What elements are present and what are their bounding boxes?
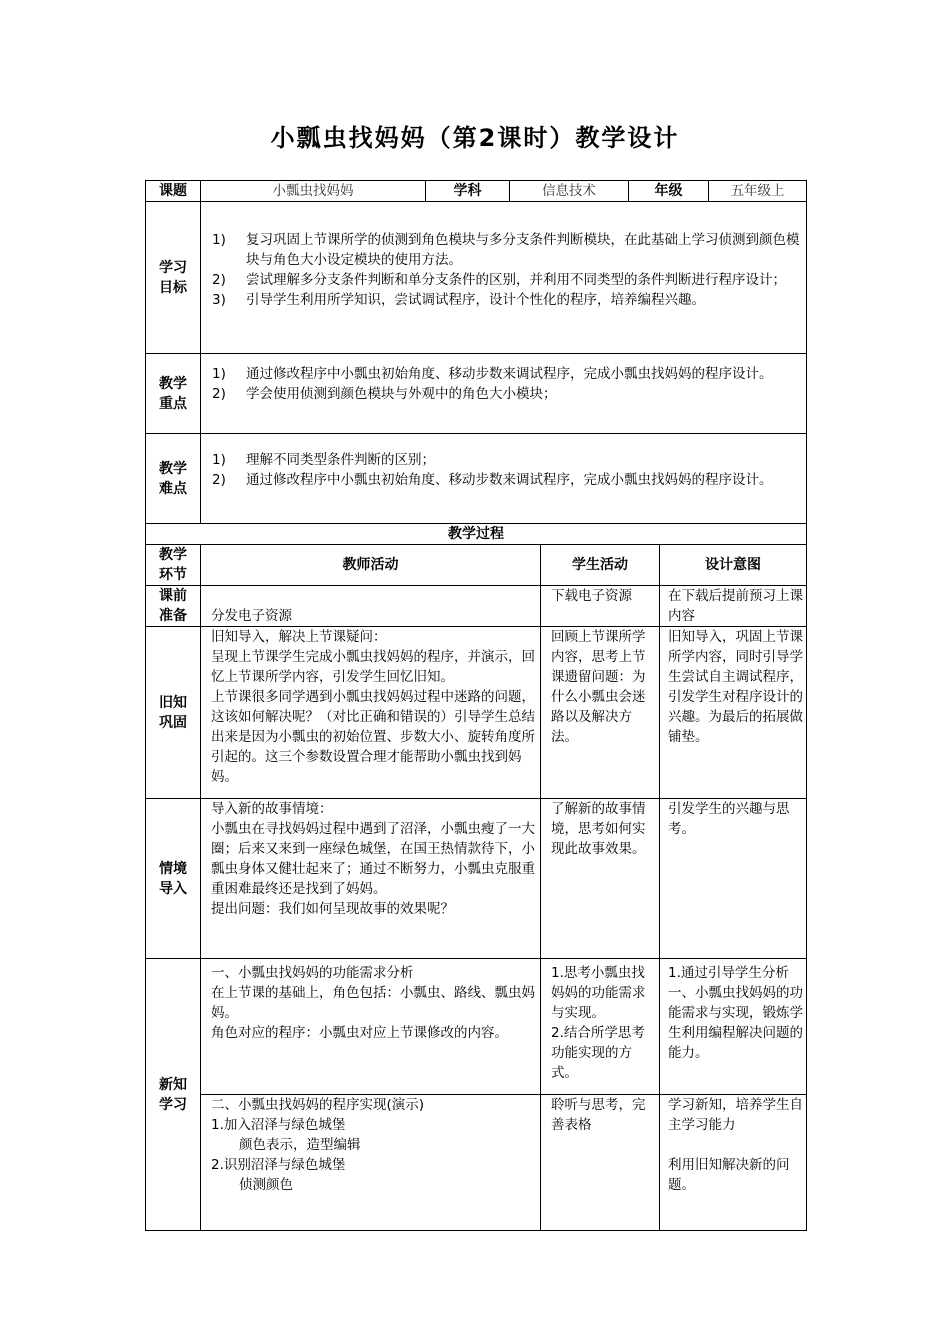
situation-student: 了解新的故事情境，思考如何实现此故事效果。 [541, 799, 660, 959]
newlearn-part2-intent-line-2: 利用旧知解决新的问题。 [668, 1157, 790, 1193]
goals-list [204, 230, 803, 310]
keypoint-item-text: 通过修改程序中小瓢虫初始角度、移动步数来调试程序，完成小瓢虫找妈妈的程序设计。 [246, 366, 773, 382]
review-teacher-line-2: 呈现上节课学生完成小瓢虫找妈妈的程序，并演示，回忆上节课所学内容，引发学生回忆旧知。 [211, 649, 535, 685]
situation-teacher-line-3: 提出问题：我们如何呈现故事的效果呢？ [211, 901, 454, 917]
grade-value: 五年级上 [709, 181, 807, 202]
intent-column-header: 设计意图 [660, 545, 807, 586]
process-column-header-row [146, 545, 807, 586]
newlearn-part2-teacher-line-3: 颜色表示，造型编辑 [239, 1137, 361, 1153]
keypoint-item-number: 1) [212, 366, 226, 382]
newlearn-part2-intent-line-1: 学习新知，培养学生自主学习能力 [668, 1097, 803, 1133]
subject-label: 学科 [426, 181, 510, 202]
goal-item-number: 1) [212, 232, 226, 248]
newlearn-part2-teacher [201, 1095, 541, 1231]
newlearn-part2-teacher-line-1: 二、小瓢虫找妈妈的程序实现(演示) [211, 1097, 425, 1113]
goals-content [201, 202, 807, 354]
difficulties-row [146, 434, 807, 524]
review-teacher-line-1: 旧知导入，解决上节课疑问： [211, 629, 387, 645]
goal-item-1 [204, 230, 803, 270]
process-heading: 教学过程 [146, 524, 807, 545]
situation-teacher [201, 799, 541, 959]
review-teacher [201, 627, 541, 799]
review-intent: 旧知导入，巩固上节课所学内容，同时引导学生尝试自主调试程序，引发学生对程序设计的兴趣。为最后的拓展做铺垫。 [660, 627, 807, 799]
goals-label: 学习目标 [146, 202, 201, 354]
newlearn-stage: 新知学习 [146, 959, 201, 1231]
difficulties-list [204, 450, 803, 490]
newlearn-part2-teacher-line-4: 2.识别沼泽与绿色城堡 [211, 1157, 346, 1173]
keypoint-item-2 [204, 384, 803, 404]
difficulties-content [201, 434, 807, 524]
teacher-column-header: 教师活动 [201, 545, 541, 586]
newlearn-part1-teacher-line-2: 在上节课的基础上，角色包括：小瓢虫、路线、瓢虫妈妈。 [211, 985, 535, 1021]
topic-value: 小瓢虫找妈妈 [201, 181, 426, 202]
newlearn-part1-intent: 1.通过引导学生分析一、小瓢虫找妈妈的功能需求与实现，锻炼学生利用编程解决问题的能力。 [660, 959, 807, 1095]
situation-teacher-line-2: 小瓢虫在寻找妈妈过程中遇到了沼泽，小瓢虫瘦了一大圈；后来又来到一座绿色城堡，在国王热情款待下，小瓢虫身体又健壮起来了；通过不断努力，小瓢虫克服重重困难最终还是找到了妈妈。 [211, 821, 535, 897]
situation-row [146, 799, 807, 959]
keypoints-label: 教学重点 [146, 354, 201, 434]
lesson-plan-table [145, 180, 807, 1231]
situation-stage: 情境导入 [146, 799, 201, 959]
difficulty-item-number: 1) [212, 452, 226, 468]
goal-item-number: 3) [212, 292, 226, 308]
grade-label: 年级 [629, 181, 709, 202]
newlearn-part2-teacher-line-5: 侦测颜色 [239, 1177, 293, 1193]
difficulty-item-2 [204, 470, 803, 490]
review-teacher-line-3: 上节课很多同学遇到小瓢虫找妈妈过程中迷路的问题，这该如何解决呢？（对比正确和错误的）引导学生总结出来是因为小瓢虫的初始位置、步数大小、旋转角度所引起的。这三个参数设置合理才能帮助小瓢虫找到妈妈。 [211, 689, 535, 785]
preclass-intent: 在下载后提前预习上课内容 [660, 586, 807, 627]
newlearn-part2-teacher-line-2: 1.加入沼泽与绿色城堡 [211, 1117, 346, 1133]
newlearn-part1-student-line-1: 1.思考小瓢虫找妈妈的功能需求与实现。 [551, 965, 646, 1021]
keypoints-row [146, 354, 807, 434]
difficulty-item-1 [204, 450, 803, 470]
review-row [146, 627, 807, 799]
goal-item-text: 引导学生利用所学知识，尝试调试程序，设计个性化的程序，培养编程兴趣。 [246, 292, 705, 308]
preclass-row [146, 586, 807, 627]
difficulties-label: 教学难点 [146, 434, 201, 524]
situation-teacher-line-1: 导入新的故事情境： [211, 801, 333, 817]
newlearn-row-2 [146, 1095, 807, 1231]
keypoint-item-number: 2) [212, 386, 226, 402]
goal-item-text: 复习巩固上节课所学的侦测到角色模块与多分支条件判断模块，在此基础上学习侦测到颜色模块与角色大小设定模块的使用方法。 [246, 232, 800, 268]
difficulty-item-text: 理解不同类型条件判断的区别； [246, 452, 435, 468]
goal-item-text: 尝试理解多分支条件判断和单分支条件的区别，并利用不同类型的条件判断进行程序设计； [246, 272, 786, 288]
subject-value: 信息技术 [510, 181, 629, 202]
stage-column-header: 教学环节 [146, 545, 201, 586]
process-heading-row [146, 524, 807, 545]
goal-item-number: 2) [212, 272, 226, 288]
newlearn-part2-student: 聆听与思考，完善表格 [541, 1095, 660, 1231]
preclass-student: 下载电子资源 [541, 586, 660, 627]
goals-row [146, 202, 807, 354]
document-title: 小瓢虫找妈妈（第2课时）教学设计 [270, 124, 680, 152]
goal-item-2 [204, 270, 803, 290]
newlearn-part1-teacher-line-1: 一、小瓢虫找妈妈的功能需求分析 [211, 965, 414, 981]
keypoint-item-text: 学会使用侦测到颜色模块与外观中的角色大小模块； [246, 386, 557, 402]
newlearn-part2-intent [660, 1095, 807, 1231]
keypoints-content [201, 354, 807, 434]
newlearn-row-1 [146, 959, 807, 1095]
difficulty-item-number: 2) [212, 472, 226, 488]
preclass-stage: 课前准备 [146, 586, 201, 627]
topic-label: 课题 [146, 181, 201, 202]
goal-item-3 [204, 290, 803, 310]
keypoint-item-1 [204, 364, 803, 384]
newlearn-part1-student [541, 959, 660, 1095]
student-column-header: 学生活动 [541, 545, 660, 586]
newlearn-part1-teacher-line-3: 角色对应的程序：小瓢虫对应上节课修改的内容。 [211, 1025, 508, 1041]
header-row [146, 181, 807, 202]
review-student: 回顾上节课所学内容，思考上节课遗留问题：为什么小瓢虫会迷路以及解决方法。 [541, 627, 660, 799]
situation-intent: 引发学生的兴趣与思考。 [660, 799, 807, 959]
review-stage: 旧知巩固 [146, 627, 201, 799]
newlearn-part1-teacher [201, 959, 541, 1095]
keypoints-list [204, 364, 803, 404]
preclass-teacher: 分发电子资源 [201, 586, 541, 627]
difficulty-item-text: 通过修改程序中小瓢虫初始角度、移动步数来调试程序，完成小瓢虫找妈妈的程序设计。 [246, 472, 773, 488]
newlearn-part1-student-line-2: 2.结合所学思考功能实现的方式。 [551, 1025, 645, 1081]
